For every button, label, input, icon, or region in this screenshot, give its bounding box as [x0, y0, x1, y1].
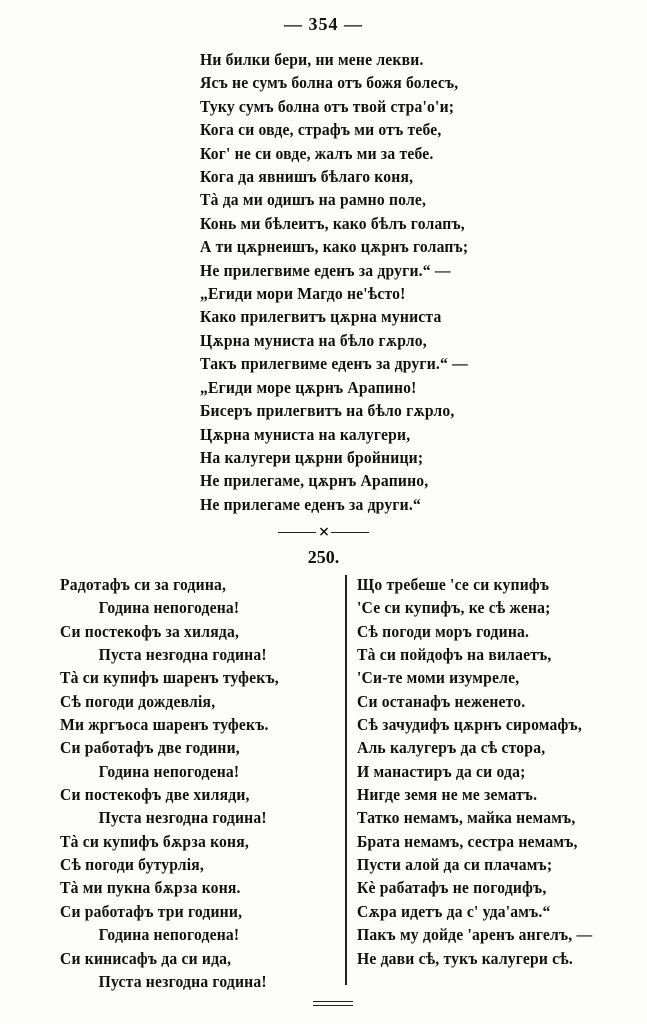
- song-line: Си работафъ три години,: [60, 901, 243, 921]
- song-line: Пусти алой да си плачамъ;: [357, 855, 553, 875]
- poem-line: Не прилегаме, цѫрнъ Арапино,: [200, 471, 429, 491]
- poem-line: „Егиди мори Магдо не'ѣсто!: [200, 284, 406, 304]
- song-line: Пуста незгодна година!: [98, 645, 267, 665]
- song-line: Пуста незгодна година!: [98, 808, 267, 828]
- song-number: 250.: [307, 547, 340, 567]
- poem-line: Кога да явнишъ бѣлаго коня,: [200, 167, 414, 187]
- song-line: Татко немамъ, майка немамъ,: [357, 808, 576, 828]
- song-line: Си постекофъ за хиляда,: [60, 621, 240, 641]
- song-line: Си кинисафъ да си ида,: [60, 948, 232, 968]
- song-line: 'Си-те моми изумреле,: [357, 668, 520, 688]
- song-line: Тà си пойдофъ на вилаетъ,: [357, 645, 552, 665]
- poem-line: Такъ прилегвиме еденъ за други.“ —: [200, 354, 468, 374]
- song-line: Сѫра идетъ да с' уда'амъ.“: [357, 901, 551, 921]
- poem-continuation: [200, 48, 560, 516]
- poem-line: Ни билки бери, ни мене лекви.: [200, 50, 424, 69]
- song-line: Кè рабатафъ не погодифъ,: [357, 878, 547, 898]
- song-line: Що требеше 'се си купифъ: [357, 575, 550, 594]
- column-divider: [345, 575, 347, 985]
- ornament-rule-right: [331, 532, 369, 533]
- poem-line: Цѫрна муниста на бѣло гѫрло,: [200, 330, 427, 350]
- song-line: Сѣ погоди бутурлія,: [60, 855, 204, 875]
- song-line: 'Се си купифъ, ке сѣ жена;: [357, 598, 551, 618]
- song-line: Година непогодена!: [98, 761, 240, 781]
- page-number: — 354 —: [284, 14, 363, 34]
- song-line: Пакъ му дойде 'аренъ ангелъ, —: [357, 925, 593, 945]
- song-line: И манастиръ да си ода;: [357, 761, 526, 781]
- poem-line: Бисеръ прилегвитъ на бѣло гѫрло,: [200, 401, 455, 421]
- ornament-glyph: ⨯: [318, 525, 329, 540]
- poem-line: Туку сумъ болна отъ твой стра'о'и;: [200, 96, 455, 116]
- song-line: Си останафъ неженето.: [357, 691, 526, 711]
- ornament-rule-left: [278, 532, 316, 533]
- song-line: Аль калугеръ да сѣ стора,: [357, 738, 546, 758]
- song-line: Не дави сѣ, тукъ калугери сѣ.: [357, 948, 573, 968]
- poem-line: Кога си овде, страфъ ми отъ тебе,: [200, 120, 442, 140]
- end-rule: [313, 1001, 353, 1006]
- song-line: Тà си купифъ бѫрза коня,: [60, 831, 250, 851]
- song-line: Сѣ погоди дождевлія,: [60, 691, 216, 711]
- song-line: Си постекофъ две хиляди,: [60, 785, 250, 805]
- poem-line: „Егиди море цѫрнъ Арапино!: [200, 377, 417, 397]
- song-line: Година непогодена!: [98, 598, 240, 618]
- poem-line: Ког' не си овде, жалъ ми за тебе.: [200, 143, 434, 163]
- poem-line: А ти цѫрнеишъ, како цѫрнъ голапъ;: [200, 237, 469, 257]
- poem-line: Не прилегвиме еденъ за други.“ —: [200, 260, 451, 280]
- song-right-column: [357, 573, 647, 970]
- poem-line: Цѫрна муниста на калугери,: [200, 424, 411, 444]
- section-ornament: [0, 526, 647, 540]
- song-line: Пуста незгодна година!: [98, 971, 267, 991]
- song-line: Сѣ погоди моръ година.: [357, 621, 530, 641]
- song-line: Тà ми пукна бѫрза коня.: [60, 878, 241, 898]
- poem-line: Не прилегаме еденъ за други.“: [200, 494, 421, 514]
- song-line: Ми жргъоса шаренъ туфекъ.: [60, 715, 269, 735]
- song-line: Година непогодена!: [98, 925, 240, 945]
- song-line: Си работафъ две години,: [60, 738, 240, 758]
- song-line: Брата немамъ, сестра немамъ,: [357, 831, 578, 851]
- poem-line: Како прилегвитъ цѫрна муниста: [200, 307, 442, 327]
- poem-line: Тà да ми одишъ на рамно поле,: [200, 190, 427, 210]
- song-left-column: [60, 573, 350, 993]
- poem-line: Конь ми бѣлеитъ, како бѣлъ голапъ,: [200, 213, 465, 233]
- poem-line: На калугери цѫрни бройници;: [200, 447, 424, 467]
- song-line: Тà си купифъ шаренъ туфекъ,: [60, 668, 279, 688]
- song-line: Сѣ зачудифъ цѫрнъ сиромафъ,: [357, 715, 582, 735]
- song-line: Нигде земя не ме зематъ.: [357, 785, 538, 805]
- poem-line: Ясъ не сумъ болна отъ божя болесъ,: [200, 73, 459, 93]
- song-line: Радотафъ си за година,: [60, 575, 227, 594]
